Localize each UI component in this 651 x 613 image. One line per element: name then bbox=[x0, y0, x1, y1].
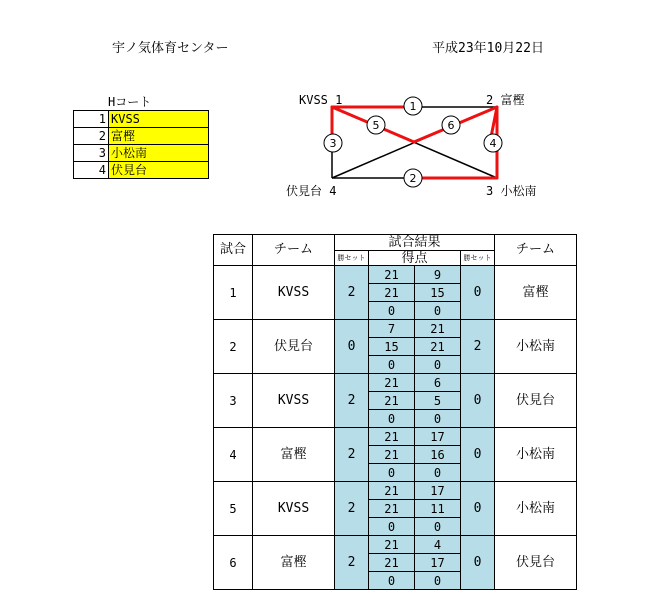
match-circle-5 bbox=[367, 116, 385, 134]
score-left: 21 bbox=[369, 500, 415, 518]
table-row bbox=[214, 428, 577, 446]
match-number: 4 bbox=[214, 428, 253, 482]
match-circle-label: 1 bbox=[409, 100, 417, 113]
score-left: 0 bbox=[369, 518, 415, 536]
match-circle-label: 2 bbox=[409, 172, 417, 185]
header-match: 試合 bbox=[214, 235, 253, 266]
header-result: 試合結果 bbox=[335, 235, 495, 251]
score-right: 16 bbox=[415, 446, 461, 464]
sets-right: 2 bbox=[461, 320, 495, 374]
score-right: 21 bbox=[415, 320, 461, 338]
sets-right: 0 bbox=[461, 428, 495, 482]
score-right: 4 bbox=[415, 536, 461, 554]
team-right: 小松南 bbox=[495, 482, 577, 536]
match-number: 3 bbox=[214, 374, 253, 428]
score-right: 0 bbox=[415, 302, 461, 320]
score-right: 15 bbox=[415, 284, 461, 302]
sets-right: 0 bbox=[461, 266, 495, 320]
match-circle-3 bbox=[324, 134, 342, 152]
score-left: 0 bbox=[369, 464, 415, 482]
table-row bbox=[214, 266, 577, 284]
score-left: 0 bbox=[369, 302, 415, 320]
score-left: 21 bbox=[369, 554, 415, 572]
corner-label-bl: 伏見台 4 bbox=[286, 184, 337, 198]
score-left: 21 bbox=[369, 446, 415, 464]
score-left: 21 bbox=[369, 536, 415, 554]
score-left: 0 bbox=[369, 572, 415, 590]
score-right: 11 bbox=[415, 500, 461, 518]
header-sets-left: 勝セット bbox=[335, 251, 369, 266]
court-title: Hコート bbox=[108, 95, 152, 109]
corner-label-br: 3 小松南 bbox=[486, 184, 537, 198]
score-left: 7 bbox=[369, 320, 415, 338]
match-circle-label: 3 bbox=[329, 137, 337, 150]
date-label: 平成23年10月22日 bbox=[432, 41, 544, 56]
match-circle-2 bbox=[404, 169, 422, 187]
team-right: 伏見台 bbox=[495, 536, 577, 590]
match-circle-4 bbox=[484, 134, 502, 152]
match-circle-label: 4 bbox=[489, 137, 497, 150]
team-left: 富樫 bbox=[253, 428, 335, 482]
score-left: 21 bbox=[369, 284, 415, 302]
score-right: 0 bbox=[415, 356, 461, 374]
team-left: KVSS bbox=[253, 374, 335, 428]
table-row bbox=[214, 374, 577, 392]
team-name: KVSS bbox=[109, 111, 209, 128]
team-left: KVSS bbox=[253, 482, 335, 536]
sets-left: 2 bbox=[335, 374, 369, 428]
score-right: 0 bbox=[415, 572, 461, 590]
score-right: 0 bbox=[415, 410, 461, 428]
header-team-left: チーム bbox=[253, 235, 335, 266]
table-row bbox=[214, 482, 577, 500]
header-team-right: チーム bbox=[495, 235, 577, 266]
score-right: 0 bbox=[415, 464, 461, 482]
score-right: 0 bbox=[415, 518, 461, 536]
sets-right: 0 bbox=[461, 482, 495, 536]
sets-right: 0 bbox=[461, 374, 495, 428]
sets-left: 2 bbox=[335, 482, 369, 536]
sets-left: 2 bbox=[335, 266, 369, 320]
table-row bbox=[214, 320, 577, 338]
score-left: 21 bbox=[369, 374, 415, 392]
score-right: 9 bbox=[415, 266, 461, 284]
team-right: 伏見台 bbox=[495, 374, 577, 428]
team-number: 3 bbox=[74, 145, 109, 162]
score-left: 21 bbox=[369, 392, 415, 410]
score-left: 15 bbox=[369, 338, 415, 356]
corner-label-tr: 2 富樫 bbox=[486, 93, 525, 107]
header-sets-right: 勝セット bbox=[461, 251, 495, 266]
team-right: 富樫 bbox=[495, 266, 577, 320]
header-points: 得点 bbox=[369, 251, 461, 266]
score-left: 21 bbox=[369, 428, 415, 446]
sets-left: 0 bbox=[335, 320, 369, 374]
match-circle-label: 5 bbox=[372, 119, 380, 132]
sets-right: 0 bbox=[461, 536, 495, 590]
score-left: 0 bbox=[369, 410, 415, 428]
score-right: 17 bbox=[415, 482, 461, 500]
match-number: 2 bbox=[214, 320, 253, 374]
team-number: 1 bbox=[74, 111, 109, 128]
results-body bbox=[214, 266, 577, 590]
table-row bbox=[214, 536, 577, 554]
match-number: 6 bbox=[214, 536, 253, 590]
team-number: 4 bbox=[74, 162, 109, 179]
score-right: 21 bbox=[415, 338, 461, 356]
header-row bbox=[214, 235, 577, 251]
match-number: 1 bbox=[214, 266, 253, 320]
score-right: 17 bbox=[415, 428, 461, 446]
sets-left: 2 bbox=[335, 536, 369, 590]
score-left: 21 bbox=[369, 266, 415, 284]
results-table bbox=[213, 234, 577, 590]
team-number: 2 bbox=[74, 128, 109, 145]
match-circle-6 bbox=[442, 116, 460, 134]
team-name: 小松南 bbox=[109, 145, 209, 162]
score-right: 6 bbox=[415, 374, 461, 392]
team-right: 小松南 bbox=[495, 428, 577, 482]
team-left: KVSS bbox=[253, 266, 335, 320]
score-right: 5 bbox=[415, 392, 461, 410]
match-circle-1 bbox=[404, 97, 422, 115]
score-right: 17 bbox=[415, 554, 461, 572]
team-name: 富樫 bbox=[109, 128, 209, 145]
team-name: 伏見台 bbox=[109, 162, 209, 179]
team-left: 伏見台 bbox=[253, 320, 335, 374]
corner-label-tl: KVSS 1 bbox=[299, 93, 343, 107]
match-circle-label: 6 bbox=[447, 119, 455, 132]
sets-left: 2 bbox=[335, 428, 369, 482]
team-left: 富樫 bbox=[253, 536, 335, 590]
score-left: 21 bbox=[369, 482, 415, 500]
venue-title: 宇ノ気体育センター bbox=[112, 41, 229, 56]
match-number: 5 bbox=[214, 482, 253, 536]
score-left: 0 bbox=[369, 356, 415, 374]
team-right: 小松南 bbox=[495, 320, 577, 374]
